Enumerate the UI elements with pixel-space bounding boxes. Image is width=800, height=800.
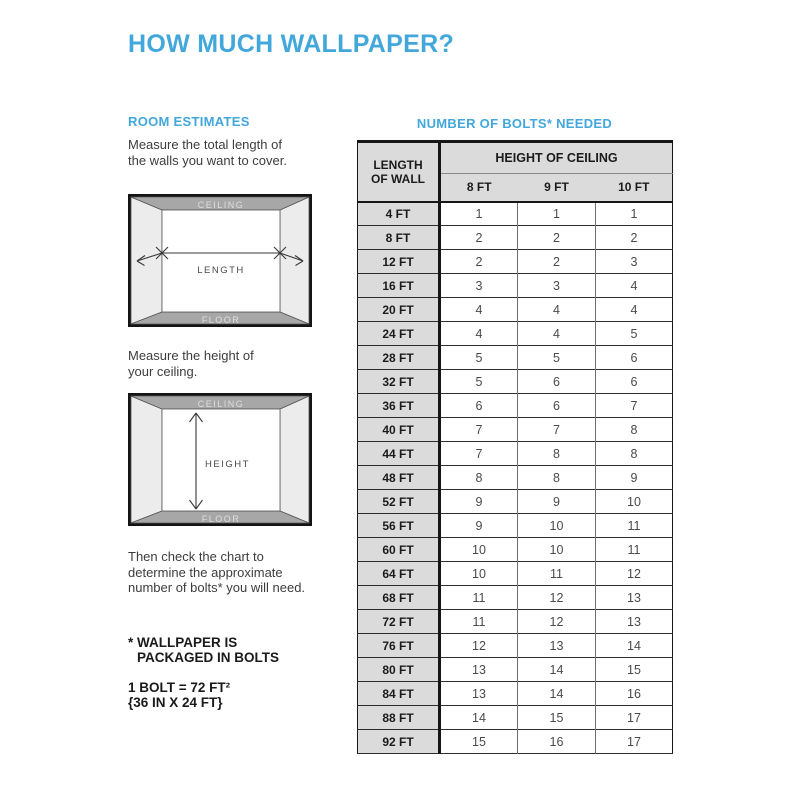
bolt-size-note xyxy=(128,680,230,710)
bolt-count-cell: 11 xyxy=(518,562,596,586)
bolt-count-cell: 11 xyxy=(596,514,673,538)
instruction-line: Measure the height of xyxy=(128,348,254,363)
bolt-count-cell: 10 xyxy=(440,562,518,586)
bolt-count-cell: 12 xyxy=(440,634,518,658)
bolt-count-cell: 10 xyxy=(518,514,596,538)
bolt-count-cell: 2 xyxy=(596,226,673,250)
bolt-count-cell: 11 xyxy=(440,610,518,634)
bolt-count-cell: 1 xyxy=(518,202,596,226)
footnote-line: PACKAGED IN BOLTS xyxy=(137,649,280,665)
instruction-measure-height xyxy=(128,348,254,379)
instruction-line: number of bolts* you will need. xyxy=(128,580,306,595)
col-header-9ft: 9 FT xyxy=(518,174,596,202)
footnote-line: * WALLPAPER IS xyxy=(128,635,238,650)
row-label: 64 FT xyxy=(358,562,440,586)
row-header-length-of-wall: LENGTH OF WALL xyxy=(358,142,440,202)
bolt-count-cell: 2 xyxy=(440,250,518,274)
bolt-count-cell: 5 xyxy=(518,346,596,370)
table-row xyxy=(358,322,673,346)
bolt-count-cell: 7 xyxy=(440,418,518,442)
row-label: 24 FT xyxy=(358,322,440,346)
instruction-measure-length xyxy=(128,137,287,168)
table-row xyxy=(358,586,673,610)
row-label: 60 FT xyxy=(358,538,440,562)
bolt-count-cell: 2 xyxy=(440,226,518,250)
table-row xyxy=(358,442,673,466)
instruction-line: determine the approximate xyxy=(128,564,283,580)
bolts-table-container xyxy=(357,140,673,754)
bolt-size-line: 1 BOLT = 72 FT² xyxy=(128,680,231,695)
bolt-count-cell: 8 xyxy=(518,466,596,490)
bolts-table-title: NUMBER OF BOLTS* NEEDED xyxy=(416,116,613,131)
row-label: 84 FT xyxy=(358,682,440,706)
col-header-10ft: 10 FT xyxy=(596,174,673,202)
bolt-count-cell: 16 xyxy=(596,682,673,706)
bolt-count-cell: 4 xyxy=(596,274,673,298)
row-label: 52 FT xyxy=(358,490,440,514)
table-row xyxy=(358,538,673,562)
instruction-line: the walls you want to cover. xyxy=(128,152,287,168)
bolt-count-cell: 8 xyxy=(596,418,673,442)
bolt-count-cell: 3 xyxy=(596,250,673,274)
table-row xyxy=(358,370,673,394)
bolt-count-cell: 13 xyxy=(440,658,518,682)
table-row xyxy=(358,634,673,658)
column-group-header: HEIGHT OF CEILING xyxy=(440,142,673,174)
row-label: 4 FT xyxy=(358,202,440,226)
row-label: 56 FT xyxy=(358,514,440,538)
bolt-count-cell: 6 xyxy=(518,370,596,394)
bolt-count-cell: 14 xyxy=(596,634,673,658)
bolt-count-cell: 7 xyxy=(596,394,673,418)
bolt-count-cell: 14 xyxy=(518,658,596,682)
bolt-count-cell: 15 xyxy=(518,706,596,730)
row-label: 88 FT xyxy=(358,706,440,730)
row-label: 68 FT xyxy=(358,586,440,610)
row-label: 28 FT xyxy=(358,346,440,370)
wallpaper-bolts-footnote xyxy=(128,636,279,665)
left-wall xyxy=(131,396,162,523)
table-row xyxy=(358,682,673,706)
length-dimension-label: LENGTH xyxy=(197,265,245,276)
bolt-count-cell: 11 xyxy=(440,586,518,610)
table-row xyxy=(358,298,673,322)
bolt-count-cell: 6 xyxy=(596,370,673,394)
row-label: 44 FT xyxy=(358,442,440,466)
room-length-diagram xyxy=(128,194,312,332)
bolt-count-cell: 17 xyxy=(596,706,673,730)
ceiling-label: CEILING xyxy=(197,200,245,210)
table-row xyxy=(358,658,673,682)
instruction-line: your ceiling. xyxy=(128,363,198,379)
floor-label: FLOOR xyxy=(201,315,241,325)
bolt-count-cell: 15 xyxy=(440,730,518,754)
bolt-count-cell: 6 xyxy=(440,394,518,418)
bolt-count-cell: 12 xyxy=(596,562,673,586)
bolt-count-cell: 15 xyxy=(596,658,673,682)
table-row xyxy=(358,706,673,730)
bolt-count-cell: 13 xyxy=(518,634,596,658)
bolt-count-cell: 5 xyxy=(596,322,673,346)
bolt-count-cell: 4 xyxy=(440,322,518,346)
right-wall xyxy=(280,396,309,523)
bolt-count-cell: 2 xyxy=(518,250,596,274)
table-row xyxy=(358,274,673,298)
bolt-count-cell: 13 xyxy=(596,586,673,610)
row-label: 40 FT xyxy=(358,418,440,442)
bolt-count-cell: 10 xyxy=(440,538,518,562)
height-dimension-label: HEIGHT xyxy=(205,459,250,470)
bolt-count-cell: 8 xyxy=(440,466,518,490)
table-row xyxy=(358,394,673,418)
row-label: 80 FT xyxy=(358,658,440,682)
ceiling-label: CEILING xyxy=(197,399,245,409)
table-row xyxy=(358,490,673,514)
table-row xyxy=(358,514,673,538)
bolt-count-cell: 9 xyxy=(518,490,596,514)
floor-label: FLOOR xyxy=(201,514,241,524)
bolts-table xyxy=(357,140,673,754)
bolt-count-cell: 8 xyxy=(596,442,673,466)
bolt-count-cell: 9 xyxy=(440,490,518,514)
bolt-count-cell: 7 xyxy=(518,418,596,442)
bolt-count-cell: 3 xyxy=(518,274,596,298)
bolt-count-cell: 6 xyxy=(596,346,673,370)
bolt-count-cell: 2 xyxy=(518,226,596,250)
bolt-count-cell: 3 xyxy=(440,274,518,298)
bolt-count-cell: 10 xyxy=(596,490,673,514)
bolt-count-cell: 4 xyxy=(440,298,518,322)
back-wall xyxy=(162,210,280,312)
bolt-count-cell: 12 xyxy=(518,586,596,610)
page-title: HOW MUCH WALLPAPER? xyxy=(128,30,455,58)
bolt-count-cell: 6 xyxy=(518,394,596,418)
table-row xyxy=(358,562,673,586)
bolt-count-cell: 7 xyxy=(440,442,518,466)
row-label: 76 FT xyxy=(358,634,440,658)
bolt-count-cell: 10 xyxy=(518,538,596,562)
bolt-size-line: {36 IN X 24 FT} xyxy=(128,695,223,710)
bolt-count-cell: 8 xyxy=(518,442,596,466)
row-label: 16 FT xyxy=(358,274,440,298)
bolt-count-cell: 14 xyxy=(518,682,596,706)
row-label: 92 FT xyxy=(358,730,440,754)
bolt-count-cell: 17 xyxy=(596,730,673,754)
row-label: 72 FT xyxy=(358,610,440,634)
room-height-diagram xyxy=(128,393,312,531)
bolt-count-cell: 14 xyxy=(440,706,518,730)
bolt-count-cell: 12 xyxy=(518,610,596,634)
bolt-count-cell: 9 xyxy=(596,466,673,490)
bolt-count-cell: 13 xyxy=(440,682,518,706)
table-row xyxy=(358,250,673,274)
table-row xyxy=(358,730,673,754)
left-wall xyxy=(131,197,162,324)
table-row xyxy=(358,466,673,490)
bolt-count-cell: 1 xyxy=(440,202,518,226)
table-row xyxy=(358,202,673,226)
bolt-count-cell: 11 xyxy=(596,538,673,562)
bolt-count-cell: 5 xyxy=(440,346,518,370)
bolt-count-cell: 4 xyxy=(518,322,596,346)
bolt-count-cell: 9 xyxy=(440,514,518,538)
instruction-check-chart xyxy=(128,549,305,596)
bolts-table-body xyxy=(358,202,673,754)
table-row xyxy=(358,346,673,370)
bolt-count-cell: 16 xyxy=(518,730,596,754)
instruction-line: Measure the total length of xyxy=(128,137,282,152)
right-wall xyxy=(280,197,309,324)
bolt-count-cell: 4 xyxy=(596,298,673,322)
row-label: 8 FT xyxy=(358,226,440,250)
row-label: 36 FT xyxy=(358,394,440,418)
table-row xyxy=(358,418,673,442)
table-row xyxy=(358,610,673,634)
row-label: 32 FT xyxy=(358,370,440,394)
room-estimates-heading: ROOM ESTIMATES xyxy=(128,114,250,129)
bolt-count-cell: 13 xyxy=(596,610,673,634)
bolt-count-cell: 1 xyxy=(596,202,673,226)
bolt-count-cell: 5 xyxy=(440,370,518,394)
row-label: 48 FT xyxy=(358,466,440,490)
col-header-8ft: 8 FT xyxy=(440,174,518,202)
table-row xyxy=(358,226,673,250)
instruction-line: Then check the chart to xyxy=(128,549,264,564)
bolt-count-cell: 4 xyxy=(518,298,596,322)
row-label: 12 FT xyxy=(358,250,440,274)
row-label: 20 FT xyxy=(358,298,440,322)
